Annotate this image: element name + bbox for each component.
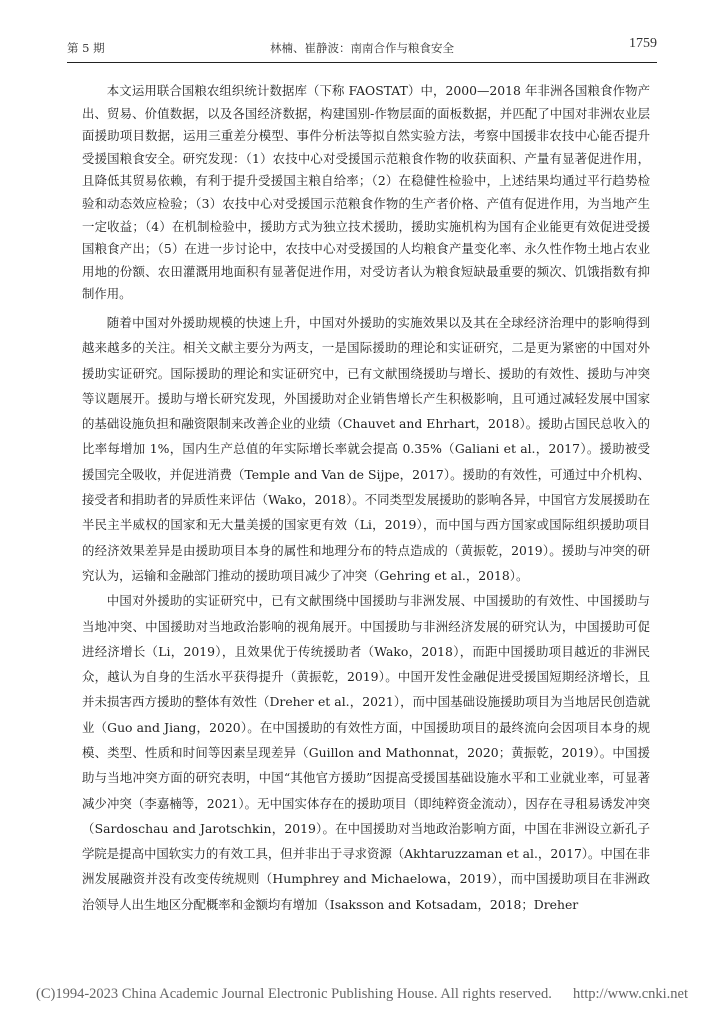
running-title: 林楠、崔静波：南南合作与粮食安全 (270, 41, 454, 55)
abstract-paragraph: 本文运用联合国粮农组织统计数据库（下称 FAOSTAT）中，2000—2018 年非洲各国粮食作物产出、贸易、价值数据，以及各国经济数据，构建国别-作物层面的面板数据，并匹配了中国对非洲农业层面援助项目数据，运用三重差分模型、事件分析法等拟自然实验方法，考察中国援非农技中心能否提升受援国粮食安全。研究发现：（1）农技中心对受援国示范粮食作物的收获面积、产量有显著促进作用，且降低其贸易依赖，有利于提升受援国主粮自给率；（2）在稳健性检验中，上述结果均通过平行趋势检验和动态效应检验；（3）农技中心对受援国示范粮食作物的生产者价格、产值有促进作用，为当地产生一定收益；（4）在机制检验中，援助方式为独立技术援助，援助实施机构为国有企业能更有效促进受援国粮食产出；（5）在进一步讨论中，农技中心对受援国的人均粮食产量变化率、永久性作物土地占农业用地的份额、农田灌溉用地面积有显著促进作用，对受访者认为粮食短缺最重要的频次、饥饿指数有抑制作用。 (82, 83, 650, 302)
copyright-notice: (C)1994-2023 China Academic Journal Electronic Publishing House. All rights reserved. (36, 986, 552, 1002)
page-number: 1759 (629, 36, 657, 51)
body-paragraph-2: 中国对外援助的实证研究中，已有文献围绕中国援助与非洲发展、中国援助的有效性、中国援助与当地冲突、中国援助对当地政治影响的视角展开。中国援助与非洲经济发展的研究认为，中国援助可促进经济增长（Li，2019），且效果优于传统援助者（Wako，2018），而距中国援助项目越近的非洲民众，越认为自身的生活水平获得提升（黄振乾，2019）。中国开发性金融促进受援国短期经济增长，且并未损害西方援助的整体有效性（Dreher et al.，2021），而中国基础设施援助项目为当地居民创造就业（Guo and Jiang，2020）。在中国援助的有效性方面，中国援助项目的最终流向会因项目本身的规模、类型、性质和时间等因素呈现差异（Guillon and Mathonnat，2020；黄振乾，2019）。中国援助与当地冲突方面的研究表明，中国“其他官方援助”因提高受援国基础设施水平和工业就业率，可显著减少冲突（李嘉楠等，2021）。无中国实体存在的援助项目（即纯粹资金流动），因存在寻租易诱发冲突（Sardoschau and Jarotschkin，2019）。在中国援助对当地政治影响方面，中国在非洲设立新孔子学院是提高中国软实力的有效工具，但并非出于寻求资源（Akhtaruzzaman et al.，2017）。中国在非洲发展融资并没有改变传统规则（Humphrey and Michaelowa，2019），而中国援助项目在非洲政治领导人出生地区分配概率和金额均有增加（Isaksson and Kotsadam，2018；Dreher (82, 593, 650, 912)
body-paragraph-1: 随着中国对外援助规模的快速上升，中国对外援助的实施效果以及其在全球经济治理中的影响得到越来越多的关注。相关文献主要分为两支，一是国际援助的理论和实证研究，二是更为紧密的中国对外援助实证研究。国际援助的理论和实证研究中，已有文献围绕援助与增长、援助的有效性、援助与冲突等议题展开。援助与增长研究发现，外国援助对企业销售增长产生积极影响，且可通过减轻发展中国家的基础设施负担和融资限制来改善企业的业绩（Chauvet and Ehrhart，2018）。援助占国民总收入的比率每增加 1%，国内生产总值的年实际增长率就会提高 0.35%（Galiani et al.，2017）。援助被受援国完全吸收，并促进消费（Temple and Van de Sijpe，2017）。援助的有效性，可通过中介机构、接受者和捐助者的异质性来评估（Wako，2018）。不同类型发展援助的影响各异，中国官方发展援助在半民主半威权的国家和无大量美援的国家更有效（Li，2019），而中国与西方国家或国际组织援助项目的经济效果差异是由援助项目本身的属性和地理分布的特点造成的（黄振乾，2019）。援助与冲突的研究认为，运输和金融部门推动的援助项目减少了冲突（Gehring et al.，2018）。 (82, 314, 650, 583)
header-divider (67, 62, 657, 63)
issue-number: 第 5 期 (67, 41, 105, 55)
article-body (82, 80, 650, 917)
website-link[interactable]: http://www.cnki.net (572, 986, 688, 1002)
running-header (67, 36, 657, 62)
